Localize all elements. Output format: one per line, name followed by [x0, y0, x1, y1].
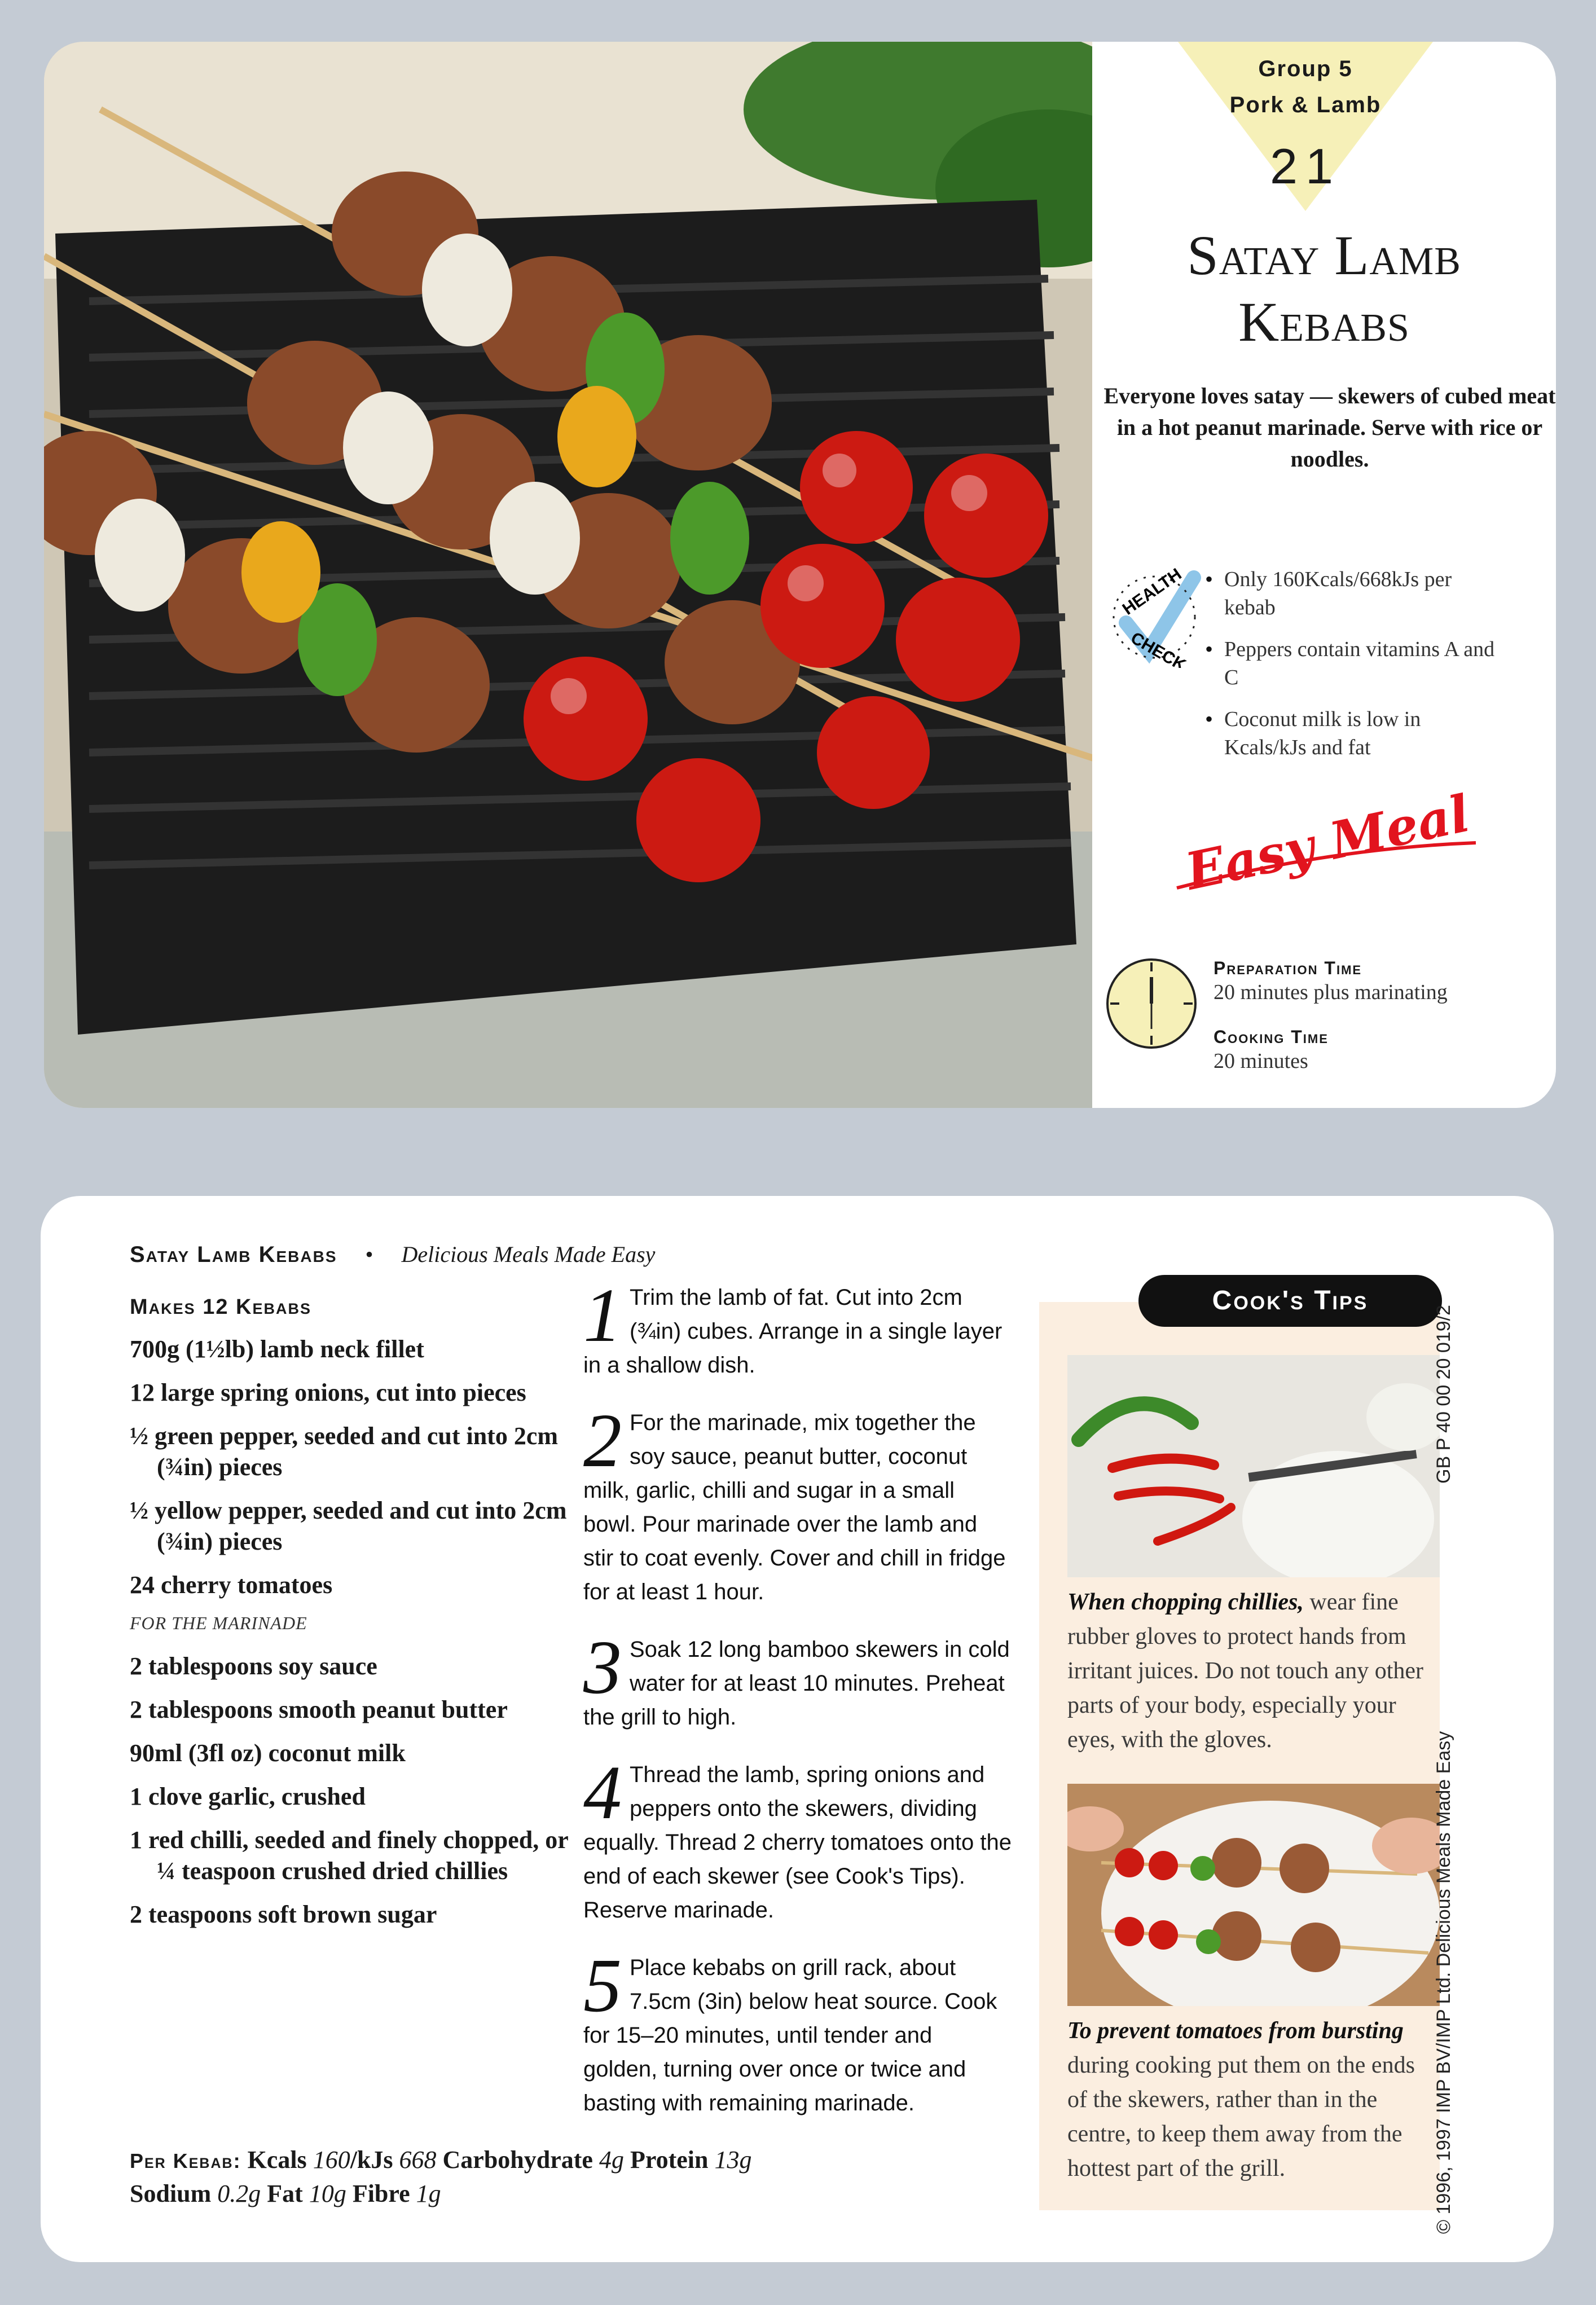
method-step — [583, 1750, 1012, 1927]
easy-meal-text: Easy Meal — [1180, 783, 1475, 894]
recipe-card-front — [44, 42, 1556, 1108]
marinade-item: 2 tablespoons soy sauce — [130, 1652, 377, 1680]
nutrition-info — [130, 2144, 976, 2210]
health-point: • Only 160Kcals/668kJs per kebab — [1205, 565, 1498, 622]
ingredient-item: 24 cherry tomatoes — [130, 1571, 333, 1599]
tip-chillies-lead: When chopping chillies, — [1067, 1589, 1304, 1615]
fat-value: 10g — [309, 2180, 346, 2207]
kcals-value: 160 — [313, 2146, 350, 2174]
health-point: • Coconut milk is low in Kcals/kJs and fat — [1205, 705, 1498, 762]
step-number: 3 — [583, 1625, 622, 1710]
kjs-label: /kJs — [350, 2146, 393, 2174]
makes-yield: Makes 12 Kebabs — [130, 1295, 312, 1319]
marinade-item: 1 clove garlic, crushed — [130, 1783, 366, 1810]
fat-label: Fat — [267, 2180, 303, 2207]
fibre-label: Fibre — [352, 2180, 410, 2207]
prep-time-label: Preparation Time — [1214, 958, 1362, 978]
recipe-card-back — [41, 1196, 1554, 2262]
step-number: 5 — [583, 1943, 622, 2028]
fibre-value: 1g — [416, 2180, 441, 2207]
protein-value: 13g — [714, 2146, 752, 2174]
step-number: 4 — [583, 1750, 622, 1835]
health-badge-top-text: HEALTH — [1119, 566, 1185, 619]
step-text: Thread the lamb, spring onions and peppers onto the skewers, dividing equally. Thread 2 cherry tomatoes onto the end of each skewer (see Cook's Tips). Reserve marinade. — [583, 1762, 1012, 1923]
carb-label: Carbohydrate — [442, 2146, 593, 2174]
cook-time-label: Cooking Time — [1214, 1027, 1329, 1047]
nutrition-label: Per Kebab: — [130, 2149, 241, 2172]
product-code: GB P 40 00 20 019/2 — [1433, 1305, 1454, 1484]
method-step — [583, 1398, 1012, 1609]
prep-time-value: 20 minutes plus marinating — [1214, 980, 1448, 1004]
cooks-tips-title: Cook's Tips — [1138, 1275, 1442, 1327]
copyright-notice: © 1996, 1997 IMP BV/IMP Ltd. Delicious Meals Made Easy — [1433, 1731, 1454, 2234]
cook-time — [1214, 1027, 1329, 1075]
series-name: Delicious Meals Made Easy — [401, 1242, 656, 1267]
skewer-photo — [1067, 1784, 1440, 2006]
tip-tomatoes — [1067, 2014, 1440, 2186]
kebab-photo — [44, 42, 1092, 1108]
title-line-2: Kebabs — [1238, 291, 1410, 353]
tip-chillies-text: wear fine rubber gloves to protect hands from irritant juices. Do not touch any other parts of your body, especially your eyes, with the gloves. — [1067, 1589, 1424, 1753]
protein-label: Protein — [630, 2146, 709, 2174]
method-steps — [583, 1273, 1012, 2144]
back-recipe-title: Satay Lamb Kebabs — [130, 1242, 337, 1267]
marinade-item: 90ml (3fl oz) coconut milk — [130, 1739, 406, 1767]
kjs-value: 668 — [399, 2146, 437, 2174]
health-point: • Peppers contain vitamins A and C — [1205, 635, 1498, 692]
header-bullet: • — [365, 1242, 373, 1267]
side-print — [1433, 1202, 1467, 2268]
kcals-label: Kcals — [247, 2146, 307, 2174]
marinade-item: 1 red chilli, seeded and finely chopped, or ¼ teaspoon crushed dried chillies — [130, 1826, 569, 1885]
ingredient-item: 12 large spring onions, cut into pieces — [130, 1379, 526, 1406]
step-number: 2 — [583, 1398, 622, 1483]
clock-icon — [1103, 956, 1199, 1052]
ingredient-item: 700g (1½lb) lamb neck fillet — [130, 1335, 424, 1363]
easy-meal-logo — [1171, 781, 1487, 894]
title-line-1: Satay Lamb — [1187, 224, 1461, 287]
health-points-list — [1205, 565, 1498, 775]
step-number: 1 — [583, 1273, 622, 1358]
front-info-panel — [1092, 42, 1556, 1108]
step-text: Place kebabs on grill rack, about 7.5cm (3in) below heat source. Cook for 15–20 minutes, until tender and golden, turning over once or twice and basting with remaining marinade. — [583, 1955, 997, 2115]
card-number: 21 — [1270, 138, 1341, 194]
sodium-label: Sodium — [130, 2180, 212, 2207]
marinade-item: 2 teaspoons soft brown sugar — [130, 1901, 437, 1928]
cook-time-value: 20 minutes — [1214, 1049, 1308, 1073]
method-step — [583, 1273, 1012, 1382]
ingredient-item: ½ yellow pepper, seeded and cut into 2cm (¾in) pieces — [130, 1497, 567, 1555]
marinade-heading: FOR THE MARINADE — [130, 1613, 307, 1633]
recipe-title — [1092, 222, 1556, 355]
method-step — [583, 1943, 1012, 2120]
group-label: Group 5 — [1258, 56, 1353, 81]
chilli-photo — [1067, 1355, 1440, 1577]
health-check-icon — [1103, 566, 1205, 668]
health-badge-bottom-text: CHECK — [1127, 628, 1189, 668]
group-badge — [1178, 42, 1433, 211]
prep-time — [1214, 958, 1448, 1006]
sodium-value: 0.2g — [217, 2180, 261, 2207]
step-text: For the marinade, mix together the soy sauce, peanut butter, coconut milk, garlic, chilli and sugar in a small bowl. Pour marinade over the lamb and stir to coat evenly. Cover and chill in fridge for at least 1 hour. — [583, 1410, 1006, 1604]
tip-tomatoes-text: during cooking put them on the ends of the skewers, rather than in the centre, to keep them away from the hottest part of the grill. — [1067, 2052, 1415, 2181]
step-text: Soak 12 long bamboo skewers in cold water for at least 10 minutes. Preheat the grill to high. — [583, 1637, 1010, 1730]
group-category: Pork & Lamb — [1229, 93, 1382, 117]
ingredients-list — [130, 1334, 575, 1942]
marinade-item: 2 tablespoons smooth peanut butter — [130, 1696, 508, 1723]
tip-chillies — [1067, 1585, 1440, 1757]
ingredient-item: ½ green pepper, seeded and cut into 2cm (¾in) pieces — [130, 1422, 558, 1481]
back-header — [130, 1241, 655, 1268]
tip-tomatoes-lead: To prevent tomatoes from bursting — [1067, 2018, 1404, 2044]
step-text: Trim the lamb of fat. Cut into 2cm (¾in) cubes. Arrange in a single layer in a shallow dish. — [583, 1285, 1003, 1378]
method-step — [583, 1625, 1012, 1734]
carb-value: 4g — [599, 2146, 624, 2174]
recipe-intro: Everyone loves satay — skewers of cubed meat in a hot peanut marinade. Serve with rice or noodles. — [1103, 383, 1556, 472]
